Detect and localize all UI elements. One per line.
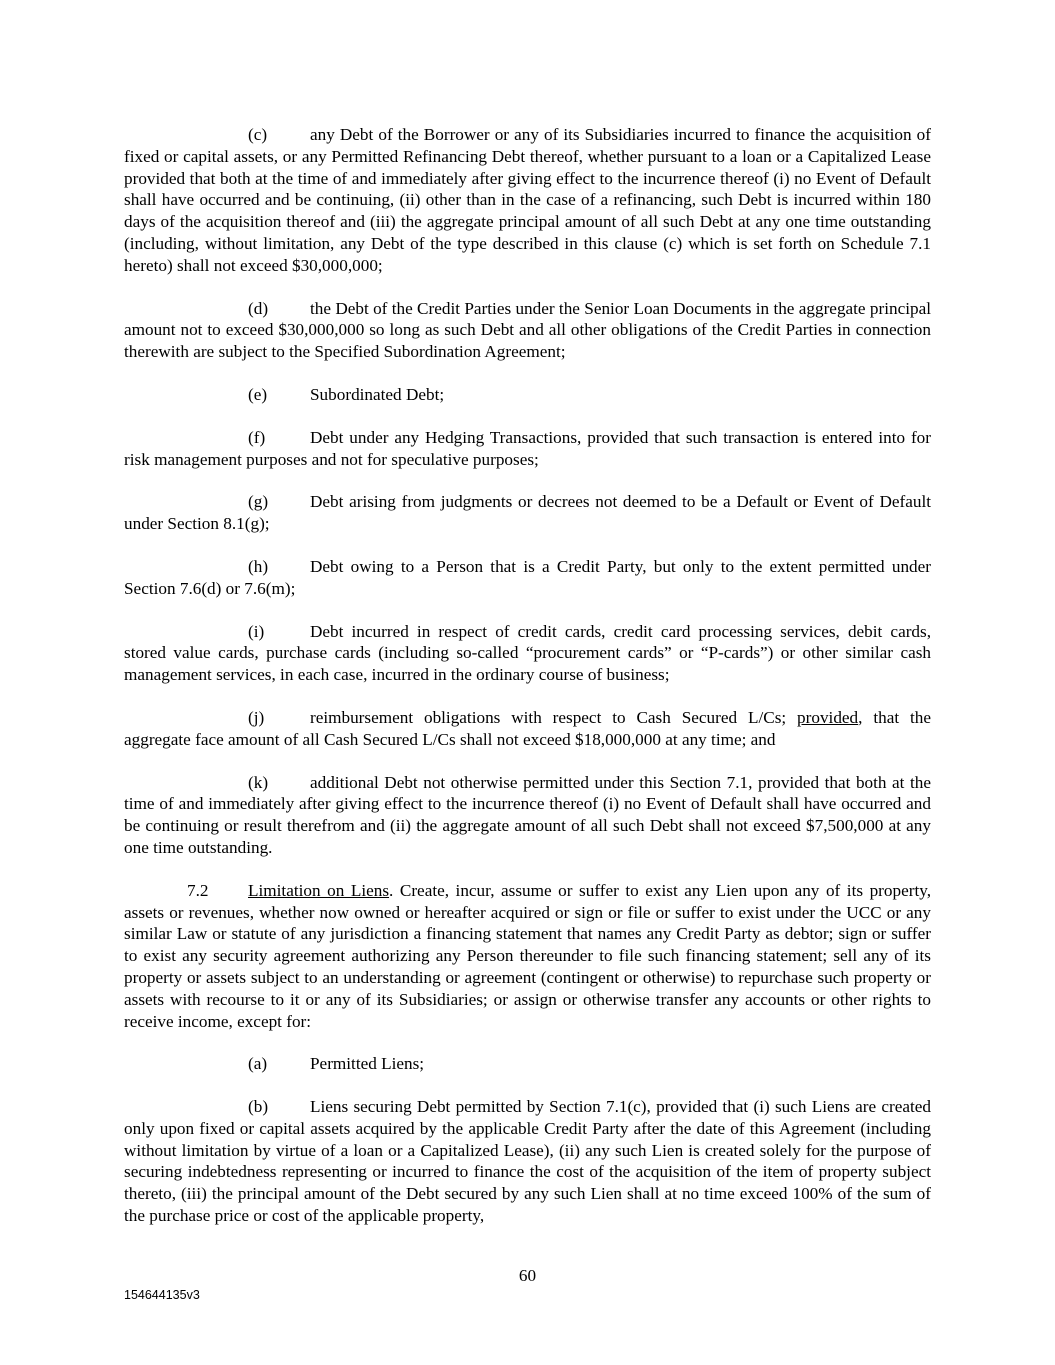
clause-text: Debt incurred in respect of credit cards, credit card processing services, debit cards, stored value cards, purchase cards (including so-called “procurement cards” or “P-cards”) or other similar cash management services, in each case, incurred in the ordinary course of business;	[124, 621, 931, 685]
clause-7-1-f	[124, 427, 931, 471]
clause-text: Permitted Liens;	[310, 1054, 425, 1074]
page-number: 60	[518, 1266, 537, 1285]
clause-7-2-a	[124, 1053, 931, 1075]
section-7-2	[124, 880, 931, 1033]
clause-label: (c)	[248, 125, 268, 144]
clause-text: any Debt of the Borrower or any of its Subsidiaries incurred to finance the acquisition of fixed or capital assets, or any Permitted Refinancing Debt thereof, whether pursuant to a loan or a Capitalized Lease provided that both at the time of and immediately after giving effect to the incurrence thereof (i) no Event of Default shall have occurred and be continuing, (ii) other than in the case of a refinancing, such Debt is incurred within 180 days of the acquisition thereof and (iii) the aggregate principal amount of all such Debt at any one time outstanding (including, without limitation, any Debt of the type described in this clause (c) which is set forth on Schedule 7.1 hereto) shall not exceed $30,000,000;	[124, 125, 931, 275]
document-id: 154644135v3	[124, 1288, 200, 1302]
clause-text: , that the aggregate face amount of all Cash Secured L/Cs shall not exceed $18,000,000 at any time; and	[124, 707, 931, 749]
clause-7-1-h	[124, 556, 931, 600]
clause-text: Debt owing to a Person that is a Credit Party, but only to the extent permitted under Section 7.6(d) or 7.6(m);	[124, 556, 931, 598]
clause-label: (b)	[248, 1097, 269, 1117]
section-text: . Create, incur, assume or suffer to exist any Lien upon any of its property, assets or revenues, whether now owned or hereafter acquired or sign or file or suffer to exist under the UCC or any similar Law or statute of any jurisdiction a financing statement that names any Credit Party as debtor; sign or suffer to exist any security agreement authorizing any Person thereunder to file such financing statement; sell any of its property or assets subject to an understanding or agreement (contingent or otherwise) to repurchase such property or assets with recourse to it or any of its Subsidiaries; or assign or otherwise transfer any accounts or other rights to receive income, except for:	[124, 880, 931, 1031]
clause-7-1-e	[124, 384, 931, 406]
clause-text: Liens securing Debt permitted by Section 7.1(c), provided that (i) such Liens are created only upon fixed or capital assets acquired by the applicable Credit Party after the date of this Agreement (including without limitation by virtue of a loan or a Capitalized Lease), (ii) any such Lien is created solely for the purpose of securing indebtedness representing or incurred to finance the cost of the acquisition of the item of property subject thereto, (iii) the principal amount of the Debt secured by any such Lien shall at no time exceed 100% of the sum of the purchase price or cost of the applicable property,	[124, 1097, 931, 1226]
provided-term: provided	[797, 707, 859, 727]
clause-label: (h)	[248, 556, 269, 576]
clause-7-1-c	[124, 124, 931, 277]
clause-text: Subordinated Debt;	[310, 384, 445, 404]
clause-7-1-d	[124, 298, 931, 363]
clause-label: (a)	[248, 1054, 268, 1074]
clause-label: (k)	[248, 772, 269, 792]
clause-label: (e)	[248, 384, 268, 404]
clause-label: (j)	[248, 707, 265, 727]
section-heading: Limitation on Liens	[248, 880, 390, 900]
clause-7-1-i	[124, 621, 931, 686]
clause-text: Debt arising from judgments or decrees not deemed to be a Default or Event of Default under Section 8.1(g);	[124, 492, 931, 534]
clause-7-1-k	[124, 772, 931, 859]
clause-text: reimbursement obligations with respect to Cash Secured L/Cs;	[310, 707, 798, 727]
clause-label: (f)	[248, 427, 266, 447]
section-number: 7.2	[187, 880, 209, 900]
clause-text: the Debt of the Credit Parties under the Senior Loan Documents in the aggregate principal amount not to exceed $30,000,000 so long as such Debt and all other obligations of the Credit Parties in connection therewith are subject to the Specified Subordination Agreement;	[124, 298, 931, 362]
clause-7-2-b	[124, 1096, 931, 1227]
clause-label: (g)	[248, 492, 269, 512]
clause-label: (d)	[248, 298, 269, 318]
document-body	[124, 124, 931, 1248]
clause-7-1-j	[124, 707, 931, 751]
clause-7-1-g	[124, 491, 931, 535]
clause-label: (i)	[248, 621, 265, 641]
clause-text: additional Debt not otherwise permitted under this Section 7.1, provided that both at the time of and immediately after giving effect to the incurrence thereof (i) no Event of Default shall have occurred and be continuing or result therefrom and (ii) the aggregate amount of all such Debt shall not exceed $7,500,000 at any one time outstanding.	[124, 772, 931, 857]
clause-text: Debt under any Hedging Transactions, provided that such transaction is entered into for risk management purposes and not for speculative purposes;	[124, 427, 931, 469]
